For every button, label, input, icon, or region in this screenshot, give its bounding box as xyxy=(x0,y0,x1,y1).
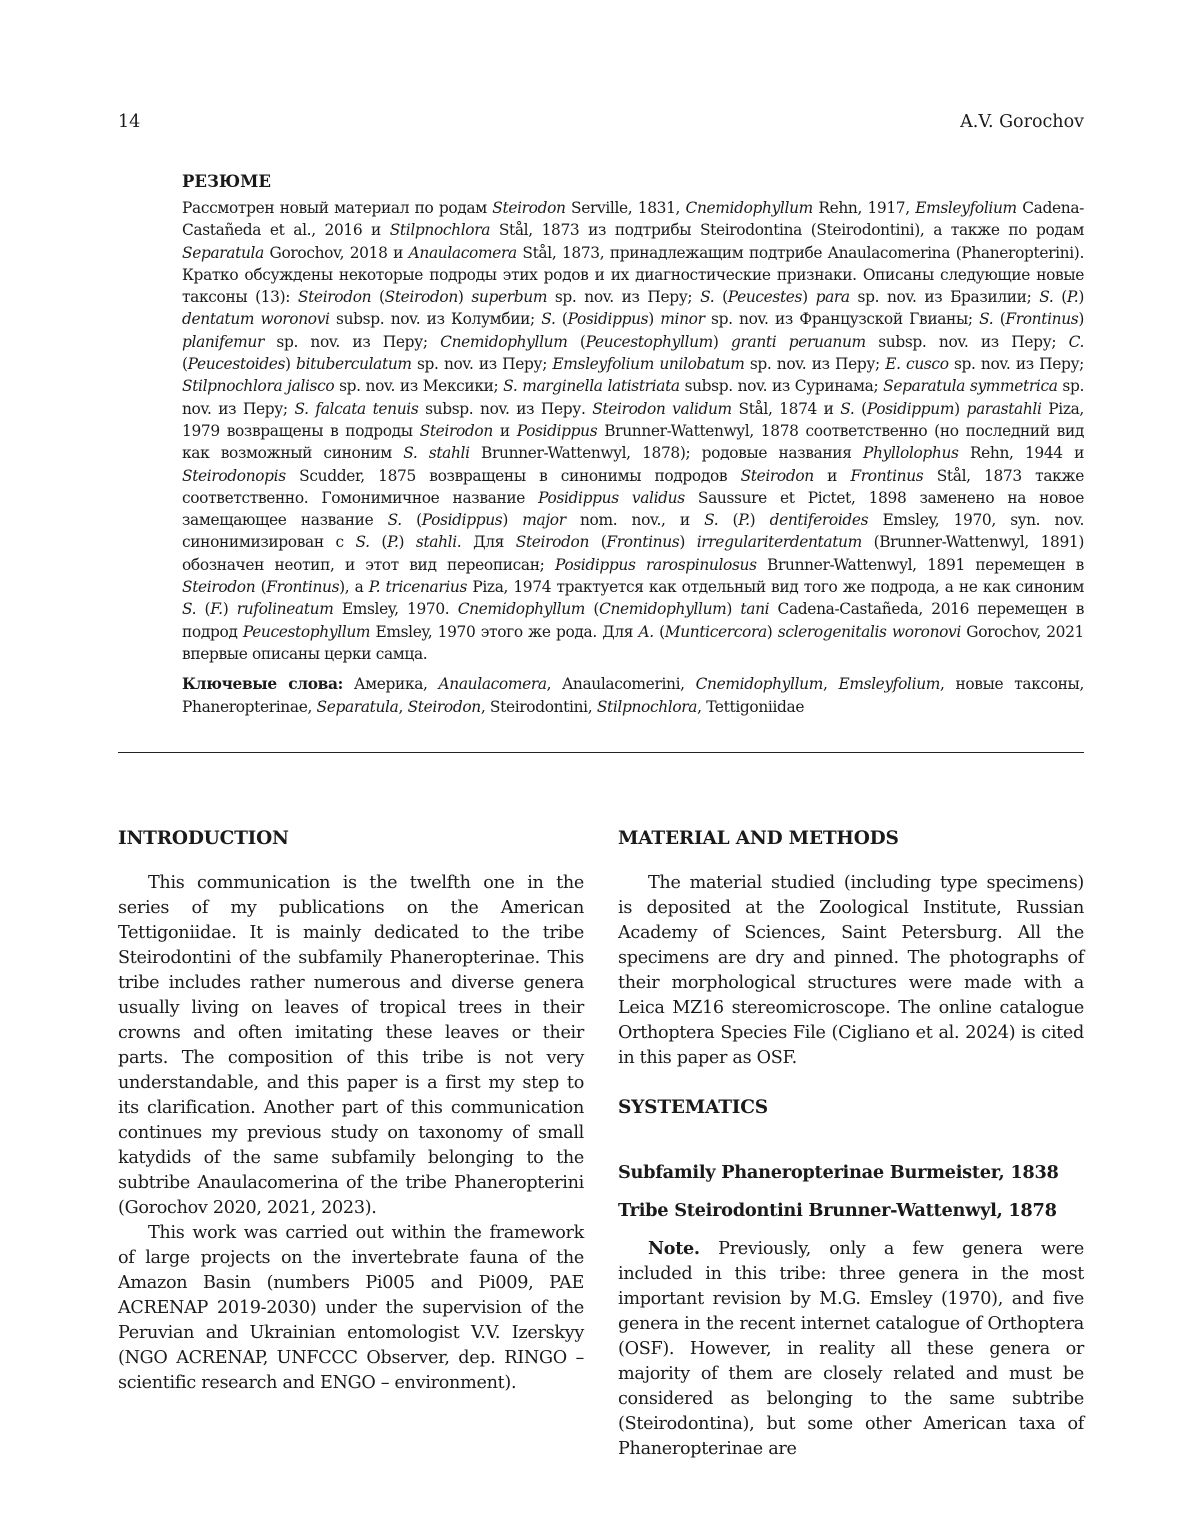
abstract-body xyxy=(182,197,1084,665)
note-label: Note. xyxy=(648,1238,700,1259)
abstract-text-run: Stål, 1873 из подтрибы Steirodontina (Steirodontini), а также по родам xyxy=(490,221,1084,240)
abstract-text-run: Steirodon xyxy=(515,533,590,552)
tribe-heading: Tribe Steirodontini Brunner-Wattenwyl, 1878 xyxy=(618,1200,1057,1221)
abstract-text-run: ) xyxy=(648,310,661,329)
abstract-text-run: parastahli xyxy=(966,399,1042,418)
abstract-text-run: Rehn, 1944 и xyxy=(958,444,1084,463)
abstract-text-run: Munticercora xyxy=(664,622,767,641)
keyword-run: , xyxy=(822,675,839,694)
abstract-text-run: ) xyxy=(285,355,297,374)
abstract-text-run: Cadena-Castañeda et al., 2016 и xyxy=(182,199,1084,240)
abstract-text-run: Scudder, 1875 возвращены в синонимы подродов xyxy=(285,466,741,485)
introduction-paragraph-1: This communication is the twelfth one in the series of my publications on the American Tettigoniidae. It is mainly dedicated to the tribe Steirodontini of the subfamily Phaneropterinae. This tribe includes rather numerous and diverse genera usually living on leaves of tropical trees in their crowns and often imitating these leaves or their parts. The composition of this tribe is not very understandable, and this paper is a first my step to its clarification. Another part of this communication continues my previous study on taxonomy of small katydids of the same subfamily belonging to the subtribe Anaulacomerina of the tribe Phaneropterini (Gorochov 2020, 2021, 2023). xyxy=(118,873,584,1218)
abstract-text-run: ), а xyxy=(339,578,369,597)
abstract-text-run: Posidippus xyxy=(516,421,598,440)
keyword-run: Америка, xyxy=(342,675,439,694)
abstract-text-run: Piza, 1974 трактуется как отдельный вид того же подрода, а не как синоним xyxy=(467,578,1084,597)
abstract-text-run: P. xyxy=(738,511,750,530)
abstract-text-run: Peucestoides xyxy=(187,355,285,374)
abstract-text-run: Emsley, 1970, syn. nov. синонимизирован с xyxy=(182,511,1085,552)
abstract-text-run: irregulariterdentatum xyxy=(696,533,862,552)
abstract-text-run: ( xyxy=(718,511,739,530)
keyword-run: Cnemidophyllum xyxy=(695,675,823,694)
abstract-text-run: ) xyxy=(222,600,237,619)
abstract-text-run: Frontinus xyxy=(1005,310,1079,329)
abstract-text-run: ( xyxy=(567,332,586,351)
abstract-text-run: ( xyxy=(1053,288,1067,307)
abstract-text-run: Для xyxy=(461,533,516,552)
abstract-text-run: Cnemidophyllum xyxy=(457,600,586,619)
abstract-text-run: S. stahli xyxy=(403,444,470,463)
abstract-text-run: ( xyxy=(255,578,267,597)
abstract-text-run: stahli. xyxy=(415,533,462,552)
abstract-text-run: nom. nov., и xyxy=(565,511,705,530)
abstract-text-run: Rehn, 1917, xyxy=(812,199,916,217)
abstract-text-run: superbum xyxy=(471,288,548,307)
abstract-text-run: tani xyxy=(740,600,770,619)
abstract-text-run: Steirodon xyxy=(182,578,256,597)
abstract-text-run: (Brunner-Wattenwyl, 1891) обозначен неотип, и этот вид переописан; xyxy=(182,533,1085,574)
abstract-text-run: Serville, 1831, xyxy=(565,199,686,217)
abstract-text-run: ( xyxy=(401,511,422,530)
keyword-run: Emsleyfolium xyxy=(838,675,941,694)
abstract-text-run: ( xyxy=(854,399,867,418)
abstract-text-run: Peucestes xyxy=(727,288,803,307)
abstract-text-run: Posidippus rarospinulosus xyxy=(554,555,757,574)
abstract-text-run: sp. nov. из Перу; xyxy=(182,377,1085,418)
abstract-heading: РЕЗЮМЕ xyxy=(182,172,271,191)
abstract-text-run: Phyllolophus xyxy=(862,444,959,463)
abstract-text-run: subsp. nov. из Перу; xyxy=(865,332,1069,351)
abstract-text-run: Cnemidophyllum xyxy=(599,600,727,619)
abstract-text-run: rufolineatum xyxy=(236,600,334,619)
introduction-paragraph-2: This work was carried out within the framework of large projects on the invertebrate fauna of the Amazon Basin (numbers Pi005 and Pi009, PAE ACRENAP 2019-2030) under the supervision of the Peruvian and Ukrainian entomologist V.V. Izerskyy (NGO ACRENAP, UNFCCC Observer, dep. RINGO – scientific research and ENGO – environment). xyxy=(118,1223,584,1393)
abstract-text-run: S. xyxy=(700,288,715,307)
abstract-text-run: S. xyxy=(840,399,855,418)
keyword-run: Separatula xyxy=(316,697,399,716)
abstract-text-run: major xyxy=(522,511,566,530)
russian-abstract xyxy=(182,172,1084,718)
keyword-run: Stilpnochlora xyxy=(596,697,698,716)
running-author: A.V. Gorochov xyxy=(960,112,1084,132)
abstract-text-run: subsp. nov. из Перу. xyxy=(418,399,593,418)
abstract-text-run: dentatum woronovi xyxy=(182,310,330,329)
abstract-text-run: sp. nov. из Перу; xyxy=(948,355,1085,374)
abstract-text-run: bituberculatum xyxy=(296,355,412,374)
abstract-text-run: Stilpnochlora jalisco xyxy=(182,377,335,396)
abstract-text-run: Posidippus validus xyxy=(538,488,685,507)
keywords-label: Ключевые слова: xyxy=(182,675,343,694)
abstract-text-run: ( xyxy=(993,310,1006,329)
running-header xyxy=(118,112,1084,142)
abstract-text-run: Emsley, 1970 этого же рода. Для xyxy=(370,622,639,641)
abstract-text-run: S. xyxy=(979,310,994,329)
note-paragraph xyxy=(618,1236,1084,1462)
abstract-text-run: и xyxy=(492,421,517,440)
abstract-text-run: ) xyxy=(502,511,523,530)
keyword-run: Steirodon xyxy=(407,697,481,716)
abstract-text-run: ) xyxy=(1078,310,1084,329)
abstract-text-run: minor xyxy=(660,310,705,329)
subfamily-heading: Subfamily Phaneropterinae Burmeister, 1838 xyxy=(618,1162,1059,1183)
abstract-text-run: Frontinus xyxy=(850,466,924,485)
abstract-text-run: planifemur xyxy=(182,332,264,351)
abstract-text-run: Brunner-Wattenwyl, 1891 перемещен в xyxy=(756,555,1084,574)
abstract-text-run: ) xyxy=(457,288,472,307)
abstract-text-run: ( xyxy=(714,288,728,307)
abstract-text-run: S. xyxy=(541,310,556,329)
abstract-text-run: subsp. nov. из Суринама; xyxy=(679,377,884,396)
abstract-text-run: и xyxy=(813,466,851,485)
abstract-text-run: Posidippum xyxy=(866,399,955,418)
methods-paragraph: The material studied (including type specimens) is deposited at the Zoological Institute, Russian Academy of Sciences, Saint Petersburg. All the specimens are dry and pinned. The photographs of their morphological structures were made with a Leica MZ16 stereomicroscope. The online catalogue Orthoptera Species File (Cigliano et al. 2024) is cited in this paper as OSF. xyxy=(618,873,1084,1068)
abstract-text-run: dentiferoides xyxy=(769,511,869,530)
section-divider xyxy=(118,752,1084,753)
abstract-text-run: ) xyxy=(679,533,697,552)
abstract-text-run: ) xyxy=(766,622,778,641)
abstract-text-run: Emsleyfolium xyxy=(915,199,1017,217)
abstract-text-run: Steirodon xyxy=(740,466,814,485)
abstract-text-run: ( xyxy=(369,533,388,552)
abstract-text-run: Stål, 1874 и xyxy=(731,399,841,418)
abstract-text-run: granti peruanum xyxy=(731,332,866,351)
left-column xyxy=(118,826,584,1396)
abstract-text-run: sp. nov. из Французской Гвианы; xyxy=(704,310,980,329)
abstract-text-run: P. tricenarius xyxy=(368,578,468,597)
abstract-text-run: Stål, 1873, принадлежащим подтрибе Anaulacomerina (Phaneropterini). Кратко обсуждены некоторые подроды этих родов и их диагностические признаки. Описаны следующие новые таксоны (13): xyxy=(182,243,1084,307)
abstract-text-run: ( xyxy=(653,622,665,641)
keyword-run: , Tettigoniidae xyxy=(697,697,805,716)
abstract-text-run: Saussure et Pictet, 1898 заменено на новое замещающее название xyxy=(182,488,1084,530)
abstract-text-run: ) xyxy=(712,332,732,351)
keyword-run: , новые таксоны, Phaneropterinae, xyxy=(182,675,1084,716)
introduction-heading: INTRODUCTION xyxy=(118,828,289,849)
abstract-text-run: S. falcata tenuis xyxy=(294,399,419,418)
abstract-text-run: Brunner-Wattenwyl, 1878 соответственно (но последний вид как возможный синоним xyxy=(182,421,1084,463)
abstract-text-run: Steirodon xyxy=(297,288,372,307)
abstract-text-run: Frontinus xyxy=(606,533,680,552)
abstract-text-run: Cnemidophyllum xyxy=(440,332,568,351)
abstract-text-run: S. xyxy=(704,511,719,530)
abstract-text-run: ) xyxy=(398,533,416,552)
abstract-text-run: Peucestophyllum xyxy=(242,622,371,641)
abstract-text-run: ) xyxy=(1078,288,1084,307)
keyword-run: Anaulacomera xyxy=(438,675,547,694)
abstract-text-run: P. xyxy=(1066,288,1079,307)
abstract-text-run: Brunner-Wattenwyl, 1878); родовые названия xyxy=(469,444,863,463)
abstract-text-run: S. xyxy=(1039,288,1054,307)
abstract-text-run: Steirodonopis xyxy=(182,466,286,485)
abstract-text-run: S. marginella latistriata xyxy=(503,377,680,396)
abstract-text-run: P. xyxy=(387,533,399,552)
abstract-text-run: Gorochov, 2021 впервые описаны церки самца. xyxy=(182,622,1084,663)
abstract-text-run: sp. nov. из Перу; xyxy=(263,332,441,351)
abstract-text-run: S. xyxy=(387,511,402,530)
abstract-text-run: Frontinus xyxy=(266,578,340,597)
abstract-text-run: Separatula xyxy=(182,243,264,262)
right-column xyxy=(618,826,1084,1462)
abstract-text-run: Steirodon xyxy=(419,421,493,440)
abstract-text-run: F. xyxy=(210,600,223,619)
abstract-text-run: ( xyxy=(196,600,211,619)
abstract-text-run: S. xyxy=(182,600,197,619)
abstract-text-run: ( xyxy=(371,288,385,307)
abstract-text-run: S. xyxy=(355,533,370,552)
abstract-text-run: ( xyxy=(182,355,188,374)
abstract-text-run: C. xyxy=(1068,332,1085,351)
keyword-run: , Anaulacomerini, xyxy=(546,675,696,694)
abstract-text-run: ( xyxy=(585,600,600,619)
page-number: 14 xyxy=(118,112,141,132)
abstract-text-run: Emsleyfolium unilobatum xyxy=(552,355,745,374)
abstract-text-run: sp. nov. из Перу; xyxy=(744,355,886,374)
abstract-text-run: Рассмотрен новый материал по родам xyxy=(182,199,493,217)
abstract-text-run: sp. nov. из Перу; xyxy=(547,288,701,307)
abstract-keywords xyxy=(182,673,1084,718)
abstract-text-run: Cnemidophyllum xyxy=(685,199,813,217)
keyword-run: , Steirodontini, xyxy=(480,697,597,716)
abstract-text-run: sp. nov. из Мексики; xyxy=(334,377,504,396)
abstract-text-run: ( xyxy=(555,310,568,329)
abstract-text-run: Steirodon xyxy=(492,199,566,217)
note-text: Previously, only a few genera were included in this tribe: three genera in the most important revision by M.G. Emsley (1970), and five genera in the recent internet catalogue of Orthoptera (OSF). However, in reality all these genera or majority of them are closely related and must be considered as belonging to the same subtribe (Steirodontina), but some other American taxa of Phaneropterinae are xyxy=(618,1239,1084,1459)
abstract-text-run: Gorochov, 2018 и xyxy=(263,243,409,262)
abstract-text-run: Posidippus xyxy=(567,310,649,329)
abstract-text-run: subsp. nov. из Колумбии; xyxy=(329,310,542,329)
abstract-text-run: Stål, 1873 также соответственно. Гомонимичное название xyxy=(182,466,1084,507)
abstract-text-run: Steirodon validum xyxy=(592,399,732,418)
abstract-text-run: Stilpnochlora xyxy=(389,221,491,240)
abstract-text-run: ) xyxy=(726,600,741,619)
abstract-text-run: ) xyxy=(802,288,816,307)
abstract-text-run: sp. nov. из Бразилии; xyxy=(849,288,1040,307)
abstract-text-run: sp. nov. из Перу; xyxy=(411,355,553,374)
abstract-text-run: para xyxy=(815,288,850,307)
abstract-text-run: Cadena-Castañeda, 2016 перемещен в подрод xyxy=(182,600,1085,641)
abstract-text-run: Anaulacomera xyxy=(408,243,517,262)
abstract-text-run: A. xyxy=(638,622,654,641)
abstract-text-run: Peucestophyllum xyxy=(585,332,713,351)
abstract-text-run: Steirodon xyxy=(384,288,458,307)
abstract-text-run: Emsley, 1970. xyxy=(333,600,458,619)
abstract-text-run: Posidippus xyxy=(421,511,503,530)
abstract-text-run: ) xyxy=(954,399,967,418)
abstract-text-run: ) xyxy=(749,511,770,530)
keyword-run: , xyxy=(398,697,408,716)
abstract-text-run: ( xyxy=(589,533,607,552)
methods-heading: MATERIAL AND METHODS xyxy=(618,828,899,849)
abstract-text-run: Separatula symmetrica xyxy=(883,377,1058,396)
abstract-text-run: sclerogenitalis woronovi xyxy=(777,622,961,641)
abstract-text-run: Piza, 1979 возвращены в подроды xyxy=(182,399,1084,440)
abstract-text-run: E. cusco xyxy=(885,355,949,374)
systematics-heading: SYSTEMATICS xyxy=(618,1097,768,1118)
